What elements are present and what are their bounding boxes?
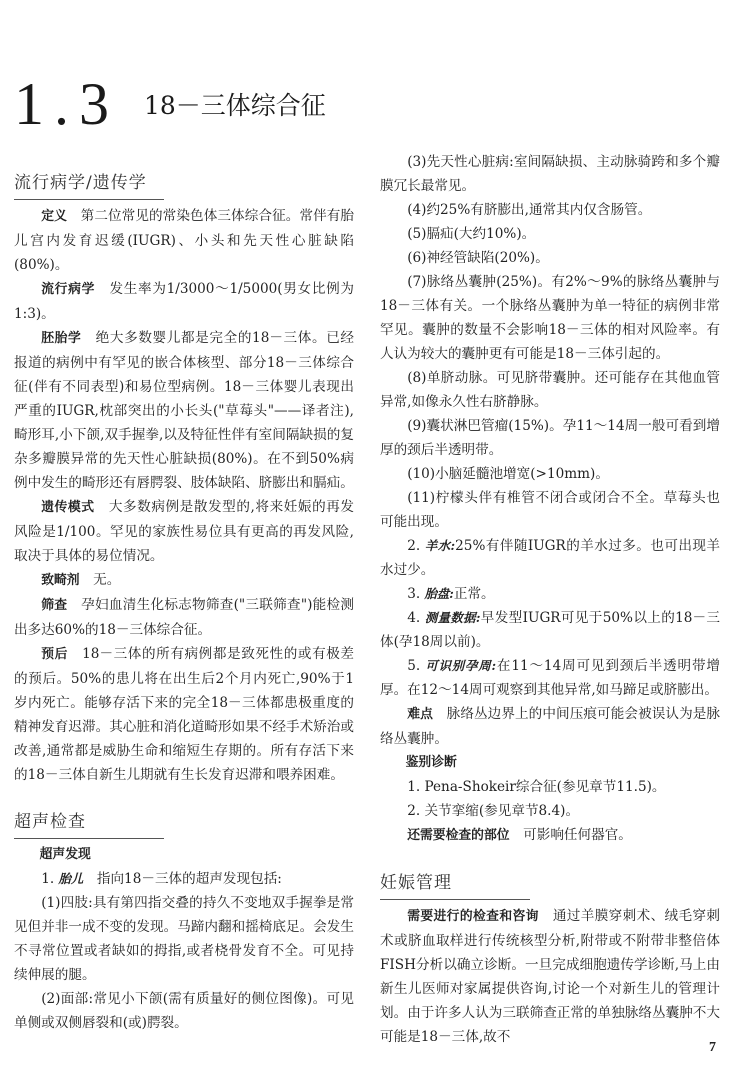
teratogen-text: 无。 [93,572,121,588]
differential-label: 鉴别诊断 [405,755,457,770]
other-sites-text: 可影响任何器官。 [523,827,632,843]
epidemiology-label: 流行病学 [41,282,96,297]
amniotic-fluid-paragraph [380,534,720,582]
prognosis-text: 18－三体的所有病例都是致死性的或有极差的预后。50%的患儿将在出生后2个月内死亡,90%于1岁内死亡。能够存活下来的完全18－三体都患极重度的精神发育迟滞。其心脏和消化道畸形如果不经手术矫治或改善,通常都是威胁生命和缩短生存期的。所有存活下来的18－三体自新生儿期就有生长发育迟滞和喂养困难。 [14,646,355,783]
embryology-label: 胚胎学 [41,331,82,346]
definition-paragraph [14,204,354,277]
epidemiology-paragraph [14,277,354,326]
placenta-number: 3. [407,586,421,602]
chapter-title: 18－三体综合征 [144,91,326,120]
umbilical-item: (8)单脐动脉。可见脐带囊肿。还可能存在其他血管异常,如像永久性右脐静脉。 [380,370,720,410]
gestation-number: 5. [407,658,421,674]
teratogen-paragraph [14,568,354,593]
tests-label: 需要进行的检查和咨询 [407,909,539,924]
definition-text: 第二位常见的常染色体三体综合征。常伴有胎儿宫内发育迟缓(IUGR)、小头和先天性心脏缺陷(80%)。 [14,208,355,273]
differential-item-1: 1. Pena-Shokeir综合征(参见章节11.5)。 [407,779,666,795]
embryology-text: 绝大多数婴儿都是完全的18－三体。已经报道的病例中有罕见的嵌合体核型、部分18－三体综合征(伴有不同表型)和易位型病例。18－三体婴儿表现出严重的IUGR,枕部突出的小长头("草莓头"——译者注),畸形耳,小下颌,双手握拳,以及特征性伴有室间隔缺损的复杂多瓣膜异常的先天性心脏缺损(80%)。在不到50%病例中发生的畸形还有唇腭裂、肢体缺陷、脐膨出和膈疝。 [14,330,355,491]
gestation-text: 在11～14周可见到颈后半透明带增厚。在12～14周可观察到其他异常,如马蹄足或脐膨出。 [380,658,720,698]
measurement-label: 测量数据: [424,610,481,625]
chapter-number: 1.3 [14,71,119,137]
gestation-paragraph [380,654,720,702]
other-sites-label: 还需要检查的部位 [407,828,510,843]
screening-text: 孕妇血清生化标志物筛查("三联筛查")能检测出多达60%的18－三体综合征。 [14,597,354,638]
pitfall-text: 脉络丛边界上的中间压痕可能会被误认为是脉络丛囊肿。 [380,706,721,747]
definition-label: 定义 [41,209,67,224]
differential-item-2: 2. 关节挛缩(参见章节8.4)。 [407,803,580,819]
heart-item: (3)先天性心脏病:室间隔缺损、主动脉骑跨和多个瓣膜冗长最常见。 [380,154,720,194]
prognosis-label: 预后 [41,647,68,662]
limbs-item: (1)四肢:具有第四指交叠的持久不变地双手握拳是常见但并非一成不变的发现。马蹄内翻和摇椅底足。会发生不寻常位置或者缺如的拇指,或者桡骨发育不全。可见持续伸展的腿。 [14,895,354,983]
fetus-text: 指向18－三体的超声发现包括: [96,871,282,887]
fetus-number: 1. [41,871,55,887]
choroid-cyst-item: (7)脉络丛囊肿(25%)。有2%～9%的脉络丛囊肿与18－三体有关。一个脉络丛囊肿为单一特征的病例非常罕见。囊肿的数量不会影响18－三体的相对风险率。有人认为较大的囊肿更有可能是18－三体引起的。 [380,274,720,362]
face-item: (2)面部:常见小下颌(需有质量好的侧位图像)。可见单侧或双侧唇裂和(或)腭裂。 [14,991,354,1031]
gestation-label: 可识别孕周: [425,658,497,673]
right-column [380,150,720,1049]
placenta-text: 正常。 [453,586,495,602]
inheritance-text: 大多数病例是散发型的,将来妊娠的再发风险是1/100。罕见的家族性易位具有更高的再发风险,取决于具体的易位情况。 [14,499,355,564]
pitfall-paragraph [380,702,720,751]
fetus-paragraph [14,867,354,891]
ultrasound-findings-label: 超声发现 [39,847,91,862]
screening-label: 筛查 [41,598,68,613]
neural-tube-item: (6)神经管缺陷(20%)。 [407,250,549,266]
placenta-label: 胎盘: [424,586,454,601]
section-header-epidemiology: 流行病学/遗传学 [14,170,164,200]
tests-text: 通过羊膜穿刺术、绒毛穿刺术或脐血取样进行传统核型分析,附带或不附带非整倍体FISH分析以确立诊断。一旦完成细胞遗传学诊断,马上由新生儿医师对家属提供咨询,讨论一个对新生儿的管理计划。由于许多人认为三联筛查正常的单独脉络丛囊肿不大可能是18－三体,故不 [380,908,721,1045]
inheritance-paragraph [14,495,354,568]
inheritance-label: 遗传模式 [41,500,95,515]
other-sites-paragraph [380,823,720,848]
hygroma-item: (9)囊状淋巴管瘤(15%)。孕11～14周一般可看到增厚的颈后半透明带。 [380,418,720,458]
prognosis-paragraph [14,642,354,787]
hernia-item: (5)膈疝(大约10%)。 [407,226,536,242]
measurement-text: 早发型IUGR可见于50%以上的18－三体(孕18周以前)。 [380,610,720,650]
page-number: 7 [709,1040,716,1055]
lemon-head-item: (11)柠檬头伴有椎管不闭合或闭合不全。草莓头也可能出现。 [380,490,720,530]
section-header-pregnancy: 妊娠管理 [380,870,530,900]
screening-paragraph [14,593,354,642]
amniotic-text: 25%有伴随IUGR的羊水过多。也可出现羊水过少。 [380,538,720,578]
tests-paragraph [380,904,720,1049]
measurement-paragraph [380,606,720,654]
placenta-paragraph [380,582,720,606]
epidemiology-text: 发生率为1/3000～1/5000(男女比例为1:3)。 [14,281,355,322]
amniotic-number: 2. [407,538,421,554]
cisterna-item: (10)小脑延髓池增宽(>10mm)。 [407,466,609,482]
embryology-paragraph [14,326,354,495]
fetus-label: 胎儿 [58,871,84,886]
teratogen-label: 致畸剂 [41,573,80,588]
section-header-ultrasound: 超声检查 [14,809,164,839]
measurement-number: 4. [407,610,421,626]
amniotic-label: 羊水: [424,538,456,553]
left-column [14,170,354,1035]
pitfall-label: 难点 [407,707,433,722]
omphalocele-item: (4)约25%有脐膨出,通常其内仅含肠管。 [407,202,652,218]
